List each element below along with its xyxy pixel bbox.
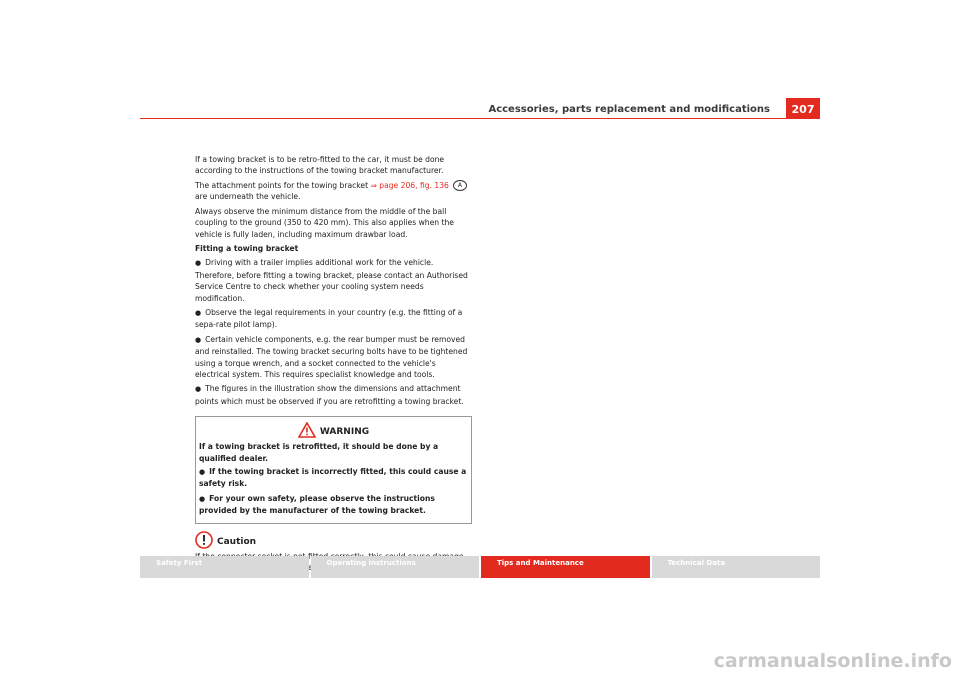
warning-list-item xyxy=(199,466,468,490)
page-number: 207 xyxy=(786,98,820,119)
caution-header xyxy=(195,531,472,549)
warning-header xyxy=(199,421,468,439)
figure-callout-badge: A xyxy=(453,180,467,191)
list-item-text: The figures in the illustration show the dimensions and attachment points which must be observed if you are retrofitting a towing bracket. xyxy=(195,384,464,406)
list-item xyxy=(195,257,472,304)
tab-technical-data[interactable]: Technical Data xyxy=(652,556,821,578)
list-item xyxy=(195,307,472,331)
bullet-icon: ● xyxy=(195,335,202,344)
paragraph-attachment xyxy=(195,180,472,203)
bullet-icon: ● xyxy=(199,468,206,477)
warning-box xyxy=(195,416,472,523)
warning-list-item-text: If the towing bracket is incorrectly fitted, this could cause a safety risk. xyxy=(199,467,467,489)
warning-triangle-icon xyxy=(298,422,316,438)
attachment-text-before: The attachment points for the towing bracket xyxy=(195,180,371,190)
caution-exclamation-icon xyxy=(195,531,213,549)
bullet-icon: ● xyxy=(195,259,202,268)
tab-safety-first[interactable]: Safety First xyxy=(140,556,309,578)
paragraph-distance: Always observe the minimum distance from the middle of the ball coupling to the ground (350 to 420 mm). This also applies when the vehicle is fully laden, including maximum drawbar load. xyxy=(195,206,454,239)
tab-operating-instructions[interactable]: Operating instructions xyxy=(311,556,480,578)
bullet-icon: ● xyxy=(195,308,202,317)
content-column xyxy=(195,154,472,576)
paragraph-retrofit: If a towing bracket is to be retro-fitted to the car, it must be done according to the instructions of the towing bracket manufacturer. xyxy=(195,155,445,176)
list-item-text: Observe the legal requirements in your country (e.g. the fitting of a sepa-rate pilot lamp). xyxy=(195,307,463,330)
list-item xyxy=(195,383,472,407)
list-item-text: Driving with a trailer implies additional work for the vehicle. Therefore, before fitting a towing bracket, please contact an Authorised Service Centre to check whether your cooling system needs modification. xyxy=(195,258,468,303)
tab-tips-and-maintenance[interactable]: Tips and Maintenance xyxy=(481,556,650,578)
header-rule xyxy=(140,118,820,119)
header-title: Accessories, parts replacement and modifications xyxy=(488,104,770,115)
page-reference-link[interactable]: ⇒ page 206, fig. 136 xyxy=(370,180,449,190)
warning-title: WARNING xyxy=(319,426,370,437)
warning-list-item-text: For your own safety, please observe the instructions provided by the manufacturer of the towing bracket. xyxy=(199,493,435,516)
warning-list-item xyxy=(199,493,468,517)
section-heading: Fitting a towing bracket xyxy=(195,243,299,253)
caution-title: Caution xyxy=(217,536,257,547)
bullet-icon: ● xyxy=(195,385,202,394)
footer-tab-bar xyxy=(140,556,820,578)
list-item-text: Certain vehicle components, e.g. the rear bumper must be removed and reinstalled. The towing bracket securing bolts have to be tightened using a torque wrench, and a socket connected to the vehicle's electrical system. This requires specialist knowledge and tools. xyxy=(195,334,468,379)
warning-intro: If a towing bracket is retrofitted, it should be done by a qualified dealer. xyxy=(199,442,439,463)
list-item xyxy=(195,334,472,381)
watermark: carmanualsonline.info xyxy=(713,650,952,672)
attachment-text-after: are underneath the vehicle. xyxy=(195,192,301,202)
bullet-icon: ● xyxy=(199,494,206,503)
